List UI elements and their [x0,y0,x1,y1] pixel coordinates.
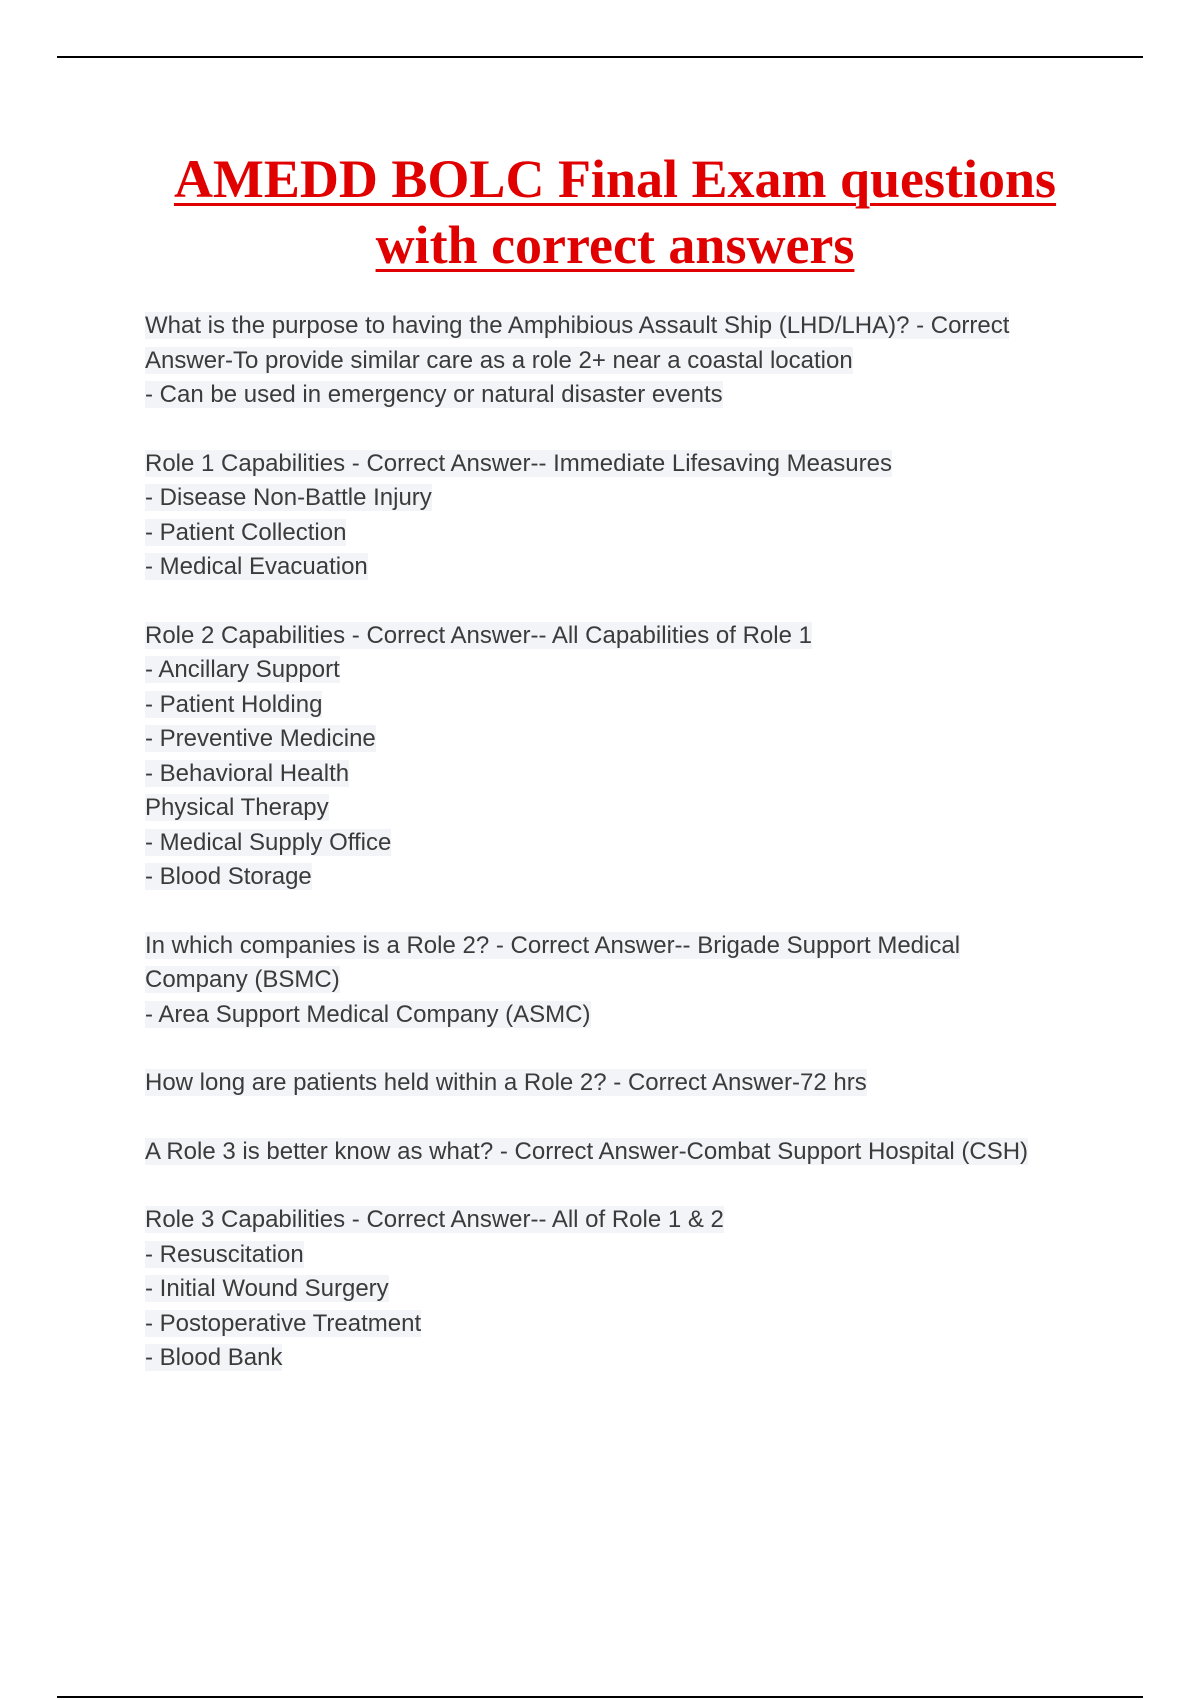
qa-line: - Can be used in emergency or natural disaster events [145,381,723,408]
qa-line: Role 2 Capabilities - Correct Answer-- All Capabilities of Role 1 [145,621,812,649]
qa-item-6 [145,1135,1145,1170]
qa-line: Company (BSMC) [145,966,340,993]
qa-line: Answer-To provide similar care as a role 2+ near a coastal location [145,346,853,374]
qa-line: - Patient Holding [145,690,323,718]
qa-line: - Behavioral Health [145,759,350,787]
qa-item-5 [145,1066,1145,1101]
header-rule [57,56,1143,58]
qa-line: - Medical Evacuation [145,553,368,580]
qa-line: - Medical Supply Office [145,828,392,856]
qa-item-3 [145,619,1145,895]
title-line-1: AMEDD BOLC Final Exam questions [173,149,1057,209]
qa-line: - Area Support Medical Company (ASMC) [145,1000,591,1028]
document-title [100,146,1130,278]
qa-list [145,309,1145,1410]
qa-line: - Resuscitation [145,1240,304,1268]
qa-line: How long are patients held within a Role 2? - Correct Answer-72 hrs [145,1069,867,1096]
qa-line: - Disease Non-Battle Injury [145,484,432,511]
qa-line: - Blood Storage [145,863,312,890]
qa-line: - Postoperative Treatment [145,1309,422,1337]
qa-line: - Blood Bank [145,1344,283,1371]
qa-line: Role 1 Capabilities - Correct Answer-- Immediate Lifesaving Measures [145,449,892,477]
qa-item-4 [145,929,1145,1033]
qa-item-1 [145,309,1145,413]
qa-line: - Preventive Medicine [145,725,376,752]
qa-line: - Patient Collection [145,518,347,546]
qa-line: What is the purpose to having the Amphibious Assault Ship (LHD/LHA)? - Correct [145,312,1010,339]
qa-line: - Ancillary Support [145,656,340,683]
qa-item-7 [145,1203,1145,1376]
qa-line: Physical Therapy [145,794,329,821]
qa-line: In which companies is a Role 2? - Correct Answer-- Brigade Support Medical [145,931,961,959]
qa-line: A Role 3 is better know as what? - Correct Answer-Combat Support Hospital (CSH) [145,1137,1029,1165]
qa-line: - Initial Wound Surgery [145,1275,389,1302]
footer-rule [57,1696,1143,1698]
title-line-2: with correct answers [375,215,855,275]
qa-item-2 [145,447,1145,585]
qa-line: Role 3 Capabilities - Correct Answer-- All of Role 1 & 2 [145,1206,724,1233]
